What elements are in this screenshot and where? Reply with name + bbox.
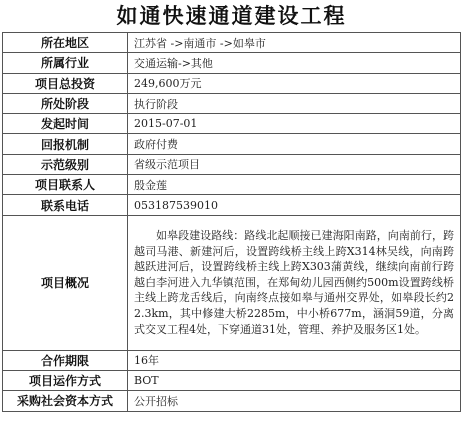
table-row-demo-level [3, 154, 461, 174]
table-row-region [3, 33, 461, 53]
total-investment-label: 项目总投资 [3, 73, 128, 93]
demo-level-value: 省级示范项目 [128, 154, 461, 174]
industry-label: 所属行业 [3, 53, 128, 73]
total-investment-value: 249,600万元 [128, 73, 461, 93]
table-row-return-mechanism [3, 134, 461, 154]
overview-label: 项目概况 [3, 215, 128, 350]
table-row-procurement-method [3, 391, 461, 411]
region-value: 江苏省 ->南通市 ->如皋市 [128, 33, 461, 53]
return-mechanism-label: 回报机制 [3, 134, 128, 154]
industry-value: 交通运输->其他 [128, 53, 461, 73]
table-row-total-investment [3, 73, 461, 93]
procurement-method-label: 采购社会资本方式 [3, 391, 128, 411]
table-row-cooperation-period [3, 350, 461, 370]
page-title: 如通快速通道建设工程 [116, 4, 347, 28]
table-row-contact-person [3, 175, 461, 195]
overview-value: 如皋段建设路线：路线北起顺接已建海阳南路，向南前行，跨越司马港、新建河后，设置跨线桥主线上跨X314林吴线，向南跨越跃进河后，设置跨线桥主线上跨X303蒲黄线，继续向南前行跨越白李河进入九华镇范围，在郑甸幼儿园西侧约500m设置跨线桥主线上跨龙舌线后，向南终点接如皋与通州交界处，如皋段长约22.3km，其中修建大桥2285m，中小桥677m，涵洞59道，分离式交叉工程4处，下穿通道31处，管理、养护及服务区1处。 [128, 215, 461, 350]
contact-phone-label: 联系电话 [3, 195, 128, 215]
table-row-operation-mode [3, 370, 461, 390]
operation-mode-value: BOT [128, 370, 461, 390]
demo-level-label: 示范级别 [3, 154, 128, 174]
return-mechanism-value: 政府付费 [128, 134, 461, 154]
table-row-industry [3, 53, 461, 73]
operation-mode-label: 项目运作方式 [3, 370, 128, 390]
contact-person-label: 项目联系人 [3, 175, 128, 195]
table-row-start-date [3, 114, 461, 134]
contact-phone-value: 053187539010 [128, 195, 461, 215]
start-date-value: 2015-07-01 [128, 114, 461, 134]
contact-person-value: 殷金莲 [128, 175, 461, 195]
stage-label: 所处阶段 [3, 93, 128, 113]
start-date-label: 发起时间 [3, 114, 128, 134]
stage-value: 执行阶段 [128, 93, 461, 113]
table-row-stage [3, 93, 461, 113]
table-row-overview [3, 215, 461, 350]
procurement-method-value: 公开招标 [128, 391, 461, 411]
table-row-contact-phone [3, 195, 461, 215]
region-label: 所在地区 [3, 33, 128, 53]
cooperation-period-value: 16年 [128, 350, 461, 370]
project-info-table [2, 32, 461, 412]
cooperation-period-label: 合作期限 [3, 350, 128, 370]
